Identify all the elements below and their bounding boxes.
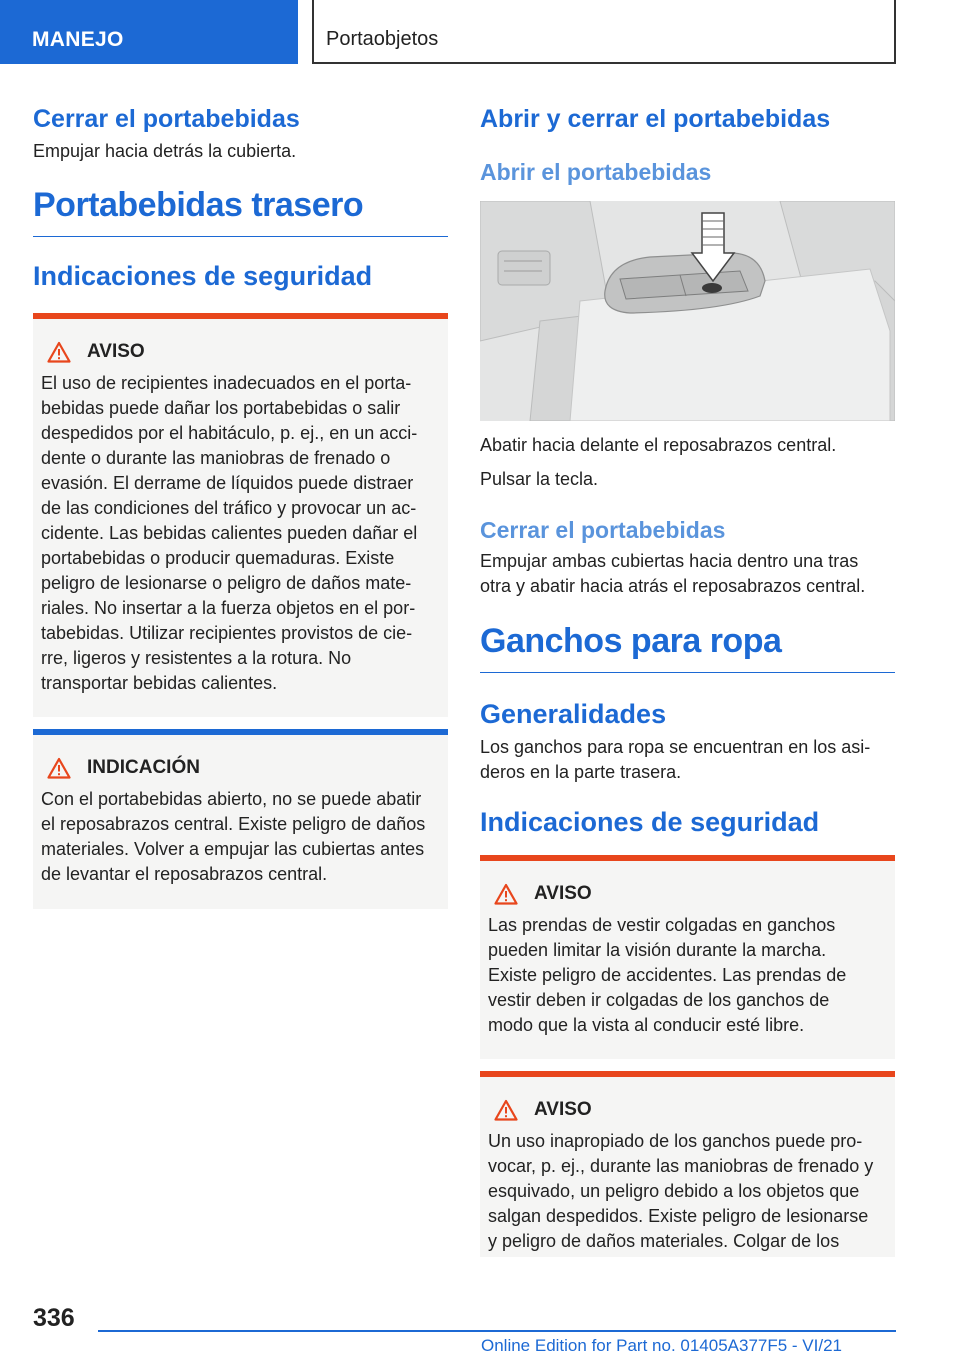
- notice-header: [41, 755, 440, 781]
- close-cupholder-text-right: Empujar ambas cubiertas hacia dentro una tras otra y abatir hacia atrás el reposabrazos central.: [480, 551, 866, 596]
- clothes-hooks-heading: Ganchos para ropa: [480, 620, 895, 673]
- safety-heading: Indicaciones de seguridad: [33, 261, 373, 291]
- notice-label: AVISO: [87, 341, 145, 362]
- warning-triangle-icon: [494, 1099, 518, 1121]
- close-cupholder-heading-right: Cerrar el portabebidas: [480, 517, 726, 543]
- open-step-1: Abatir hacia delante el reposabrazos central.: [480, 435, 837, 455]
- open-cupholder-heading: Abrir el portabebidas: [480, 159, 712, 185]
- notice-label: AVISO: [534, 883, 592, 904]
- notice-text: Un uso inapropiado de los ganchos puede pro- vocar, p. ej., durante las maniobras de frenado y esquivado, un peligro debido a los objetos que salgan despedidos. Existe peligro de lesionarse y peligro de daños materiales. Colgar de los: [488, 1131, 874, 1251]
- notice-text: Con el portabebidas abierto, no se puede abatir el reposabrazos central. Existe peligro de daños materiales. Volver a empujar las cubiertas antes de levantar el reposabrazos central.: [41, 789, 426, 884]
- warning-notice: [480, 855, 895, 1059]
- open-close-heading: Abrir y cerrar el portabebidas: [480, 105, 831, 133]
- footer-divider: [98, 1330, 896, 1332]
- armrest-cupholder-drawing: [480, 201, 895, 421]
- section-tab: [0, 0, 298, 64]
- armrest-illustration: [480, 201, 895, 421]
- general-text: Los ganchos para ropa se encuentran en los asi- deros en la parte trasera.: [480, 737, 871, 782]
- topic-label: Portaobjetos: [326, 28, 439, 50]
- notice-header: [488, 1097, 887, 1123]
- safety-heading-right: Indicaciones de seguridad: [480, 807, 820, 837]
- notice-label: AVISO: [534, 1099, 592, 1120]
- right-column: [480, 100, 895, 1257]
- notice-text: Las prendas de vestir colgadas en ganchos pueden limitar la visión durante la marcha. Existe peligro de accidentes. Las prendas de vestir deben ir colgadas de los ganchos de modo que la vista al conducir esté libre.: [488, 915, 847, 1035]
- warning-triangle-icon: [47, 757, 71, 779]
- open-step-2: Pulsar la tecla.: [480, 469, 599, 489]
- general-heading: Generalidades: [480, 699, 667, 729]
- left-column: [33, 100, 448, 909]
- edition-text: Online Edition for Part no. 01405A377F5 - VI/21: [481, 1336, 843, 1355]
- section-label: MANEJO: [32, 28, 124, 51]
- page-number: 336: [33, 1304, 75, 1332]
- warning-triangle-icon: [47, 341, 71, 363]
- notice-header: [41, 339, 440, 365]
- notice-label: INDICACIÓN: [87, 757, 200, 778]
- warning-notice: [480, 1071, 895, 1257]
- notice-header: [488, 881, 887, 907]
- topic-tab: [312, 0, 896, 64]
- rear-cupholder-heading: Portabebidas trasero: [33, 184, 448, 237]
- warning-notice: [33, 313, 448, 717]
- close-cupholder-heading: Cerrar el portabebidas: [33, 105, 300, 133]
- notice-text: El uso de recipientes inadecuados en el porta- bebidas puede dañar los portabebidas o salir despedidos por el habitáculo, p. ej., en un acci- dente o durante las maniobras de frenado o evasión. El derrame de líquidos puede distraer de las condiciones del tráfico y provocar un ac- cidente. Las bebidas calientes pueden dañar el portabebidas o producir quemaduras. Existe peligro de lesionarse o peligro de daños mate- riales. No insertar a la fuerza objetos en el por- tabebidas. Utilizar recipientes provistos de cie- rre, ligeros y resistentes a la rotura. No transportar bebidas calientes.: [41, 373, 418, 693]
- info-notice: [33, 729, 448, 909]
- warning-triangle-icon: [494, 883, 518, 905]
- close-cupholder-text: Empujar hacia detrás la cubierta.: [33, 141, 297, 161]
